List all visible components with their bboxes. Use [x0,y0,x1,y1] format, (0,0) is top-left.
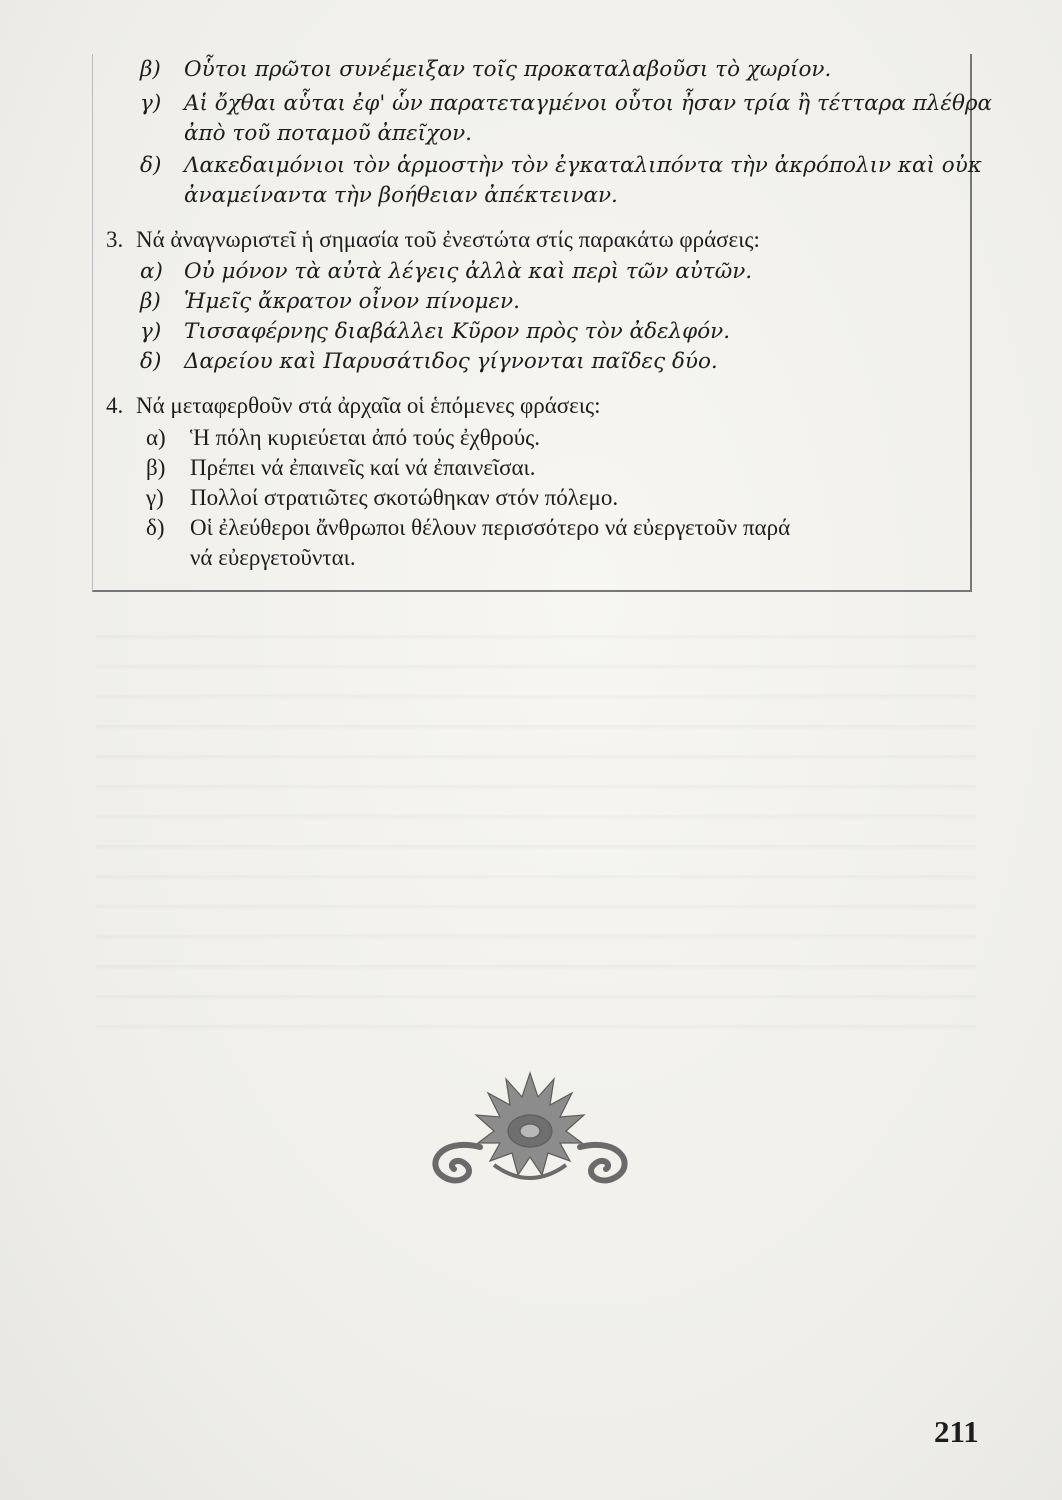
item-label: δ) [140,153,162,178]
item-text: Αἱ ὄχθαι αὗται ἐφ' ὧν παρατεταγμένοι οὗτοι ἦσαν τρία ἢ τέτταρα πλέθρα [184,91,993,116]
exercise-3-heading [106,226,760,254]
item-text: ἀναμείναντα τὴν βοήθειαν ἀπέκτειναν. [184,183,618,208]
intro-line-3 [140,120,472,148]
item-text: ἀπὸ τοῦ ποταμοῦ ἀπεῖχον. [184,121,472,146]
exercise-4-item-c [146,484,618,512]
exercise-4-item-d-cont [146,544,356,572]
item-label: α) [146,425,166,450]
exercise-3-item-d [140,348,718,376]
item-text: νά εὐεργετοῦνται. [190,545,356,570]
item-text: Οὐ μόνον τὰ αὐτὰ λέγεις ἀλλὰ καὶ περὶ τῶν αὐτῶν. [184,259,753,284]
intro-line-1 [140,56,831,84]
exercise-4-heading [106,392,601,420]
item-label: δ) [140,349,162,374]
item-text: Οἱ ἐλεύθεροι ἄνθρωποι θέλουν περισσότερο νά εὐεργετοῦν παρά [190,515,791,540]
item-text: Ἡ πόλη κυριεύεται ἀπό τούς ἐχθρούς. [190,425,540,450]
item-label: α) [140,259,163,284]
item-text: Οὗτοι πρῶτοι συνέμειξαν τοῖς προκαταλαβοῦσι τὸ χωρίον. [184,57,832,82]
exercise-3-item-a [140,258,752,286]
item-label: γ) [146,485,164,510]
exercise-instruction: Νά ἀναγνωριστεῖ ἡ σημασία τοῦ ἐνεστώτα στίς παρακάτω φράσεις: [136,227,760,252]
exercise-3-item-b [140,288,520,316]
item-text: Πρέπει νά ἐπαινεῖς καί νά ἐπαινεῖσαι. [190,455,536,480]
intro-line-2 [140,90,992,118]
show-through-background [96,610,976,1050]
item-label: γ) [140,91,162,116]
item-label: γ) [140,319,162,344]
item-label: β) [146,455,166,480]
item-label: β) [140,289,161,314]
exercise-number: 4. [106,393,124,418]
exercise-3-item-c [140,318,730,346]
item-text: Τισσαφέρνης διαβάλλει Κῦρον πρὸς τὸν ἀδελφόν. [184,319,731,344]
item-label: δ) [146,515,165,540]
exercise-4-item-a [146,424,540,452]
item-text: Δαρείου καὶ Παρυσάτιδος γίγνονται παῖδες δύο. [184,349,718,374]
item-text: Ἡμεῖς ἄκρατον οἶνον πίνομεν. [184,289,520,314]
item-text: Πολλοί στρατιῶτες σκοτώθηκαν στόν πόλεμο. [190,485,619,510]
intro-line-4 [140,152,982,180]
exercise-instruction: Νά μεταφερθοῦν στά ἀρχαῖα οἱ ἑπόμενες φράσεις: [136,393,601,418]
floral-ornament-icon [420,1065,640,1195]
exercise-4-item-d [146,514,790,542]
item-label: β) [140,57,161,82]
page-number: 211 [934,1414,979,1449]
exercise-4-item-b [146,454,535,482]
intro-line-5 [140,182,618,210]
item-text: Λακεδαιμόνιοι τὸν ἁρμοστὴν τὸν ἐγκαταλιπόντα τὴν ἀκρόπολιν καὶ οὐκ [184,153,982,178]
exercise-number: 3. [106,227,124,252]
